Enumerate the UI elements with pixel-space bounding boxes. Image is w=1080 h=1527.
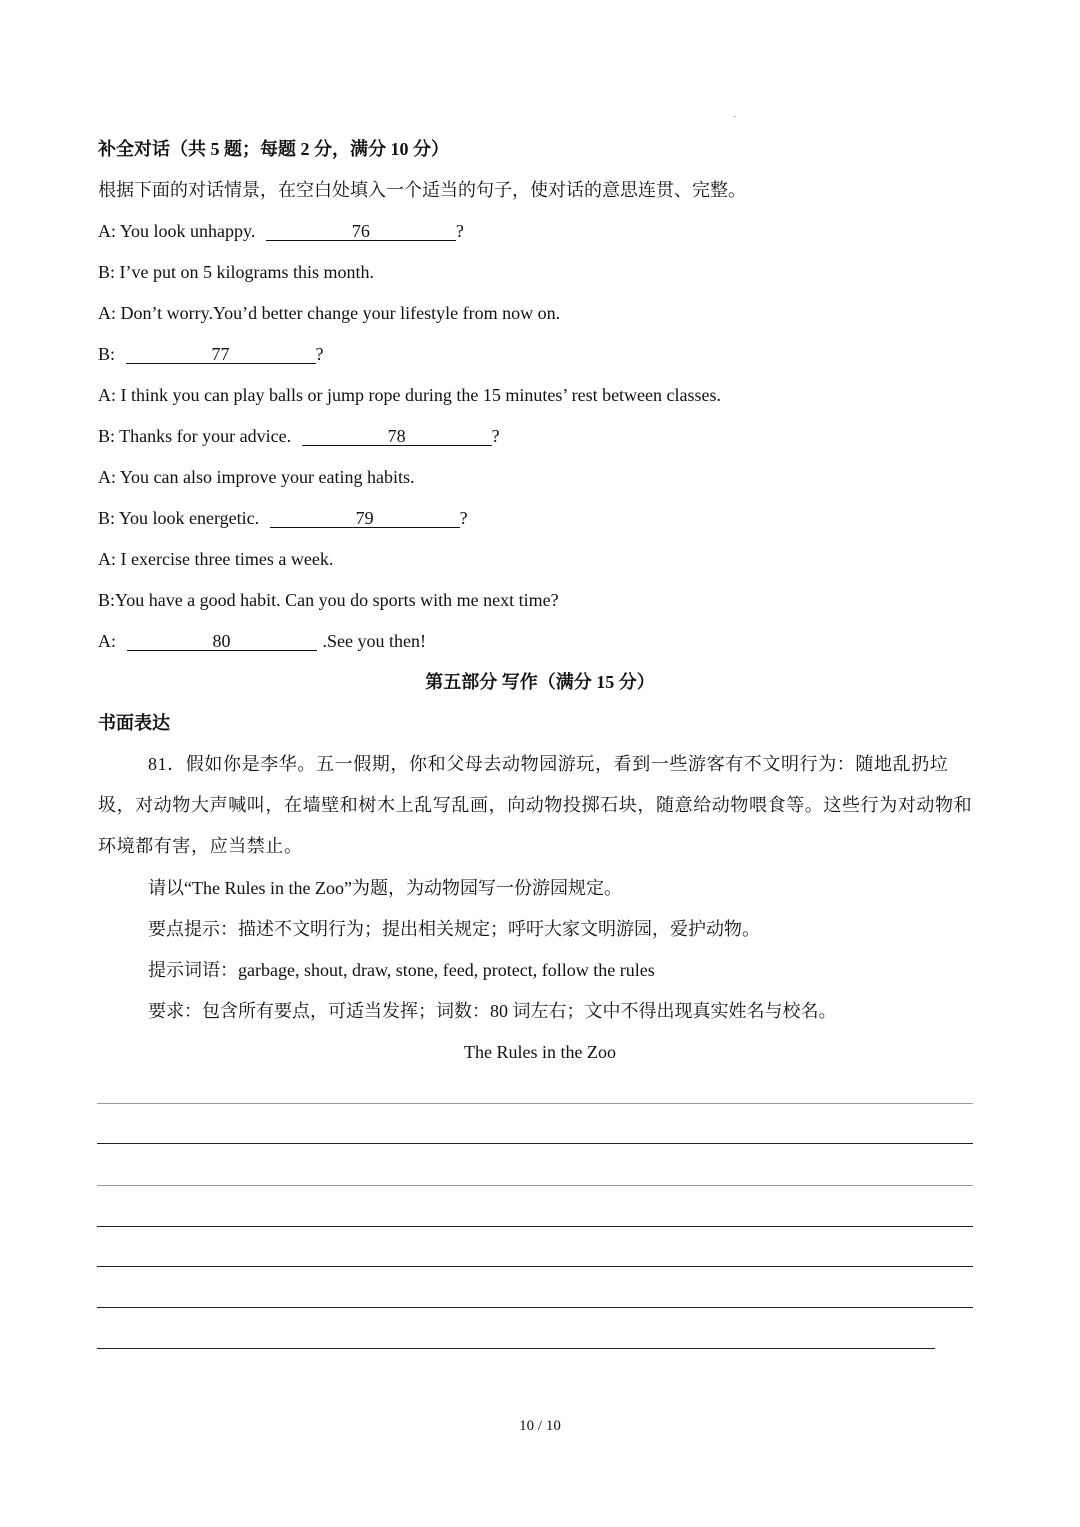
dialogue-line: B: Thanks for your advice. 78 ?: [98, 426, 500, 446]
dialogue-line: A: You can also improve your eating habits.: [98, 467, 415, 487]
dialogue-line: A: 80 .See you then!: [98, 631, 426, 651]
writing-subheading: 书面表达: [98, 713, 170, 733]
section-instruction: 根据下面的对话情景，在空白处填入一个适当的句子，使对话的意思连贯、完整。: [98, 180, 746, 200]
requirements: 要求：包含所有要点，可适当发挥；词数：80 词左右；文中不得出现真实姓名与校名。: [148, 1001, 837, 1021]
essay-title: The Rules in the Zoo: [464, 1042, 616, 1062]
dialogue-line: B: I’ve put on 5 kilograms this month.: [98, 262, 374, 282]
dialogue-line: A: Don’t worry.You’d better change your lifestyle from now on.: [98, 303, 561, 323]
writing-line[interactable]: [97, 1307, 973, 1308]
writing-line[interactable]: [97, 1103, 973, 1104]
writing-line[interactable]: [97, 1266, 973, 1267]
hint-words: 提示词语：garbage, shout, draw, stone, feed, protect, follow the rules: [148, 960, 655, 980]
answer-blank-79[interactable]: 79: [270, 509, 460, 528]
key-points: 要点提示：描述不文明行为；提出相关规定；呼吁大家文明游园，爱护动物。: [148, 919, 760, 939]
answer-blank-77[interactable]: 77: [126, 345, 316, 364]
page-number: 10 / 10: [519, 1418, 561, 1434]
answer-blank-78[interactable]: 78: [302, 427, 492, 446]
dialogue-line: B: You look energetic. 79 ?: [98, 508, 468, 528]
dialogue-line: A: You look unhappy. 76 ?: [98, 221, 464, 241]
writing-prompt: 81．假如你是李华。五一假期，你和父母去动物园游玩，看到一些游客有不文明行为：随地乱扔垃圾，对动物大声喊叫，在墙壁和树木上乱写乱画，向动物投掷石块，随意给动物喂食等。这些行为对动物和环境都有害，应当禁止。: [98, 754, 973, 856]
dialogue-line: B: 77 ?: [98, 344, 324, 364]
writing-line[interactable]: [97, 1348, 935, 1349]
dialogue-line: B:You have a good habit. Can you do sports with me next time?: [98, 590, 559, 610]
section-heading: 补全对话（共 5 题；每题 2 分，满分 10 分）: [98, 139, 449, 159]
writing-line[interactable]: [97, 1226, 973, 1227]
answer-blank-76[interactable]: 76: [266, 222, 456, 241]
writing-line[interactable]: [97, 1143, 973, 1144]
writing-task: 请以“The Rules in the Zoo”为题，为动物园写一份游园规定。: [148, 878, 622, 898]
answer-blank-80[interactable]: 80: [127, 632, 317, 651]
dialogue-line: A: I think you can play balls or jump rope during the 15 minutes’ rest between classes.: [98, 385, 722, 405]
scan-speck: [734, 116, 736, 117]
dialogue-line: A: I exercise three times a week.: [98, 549, 334, 569]
writing-line[interactable]: [97, 1185, 973, 1186]
part-five-title: 第五部分 写作（满分 15 分）: [425, 672, 655, 692]
